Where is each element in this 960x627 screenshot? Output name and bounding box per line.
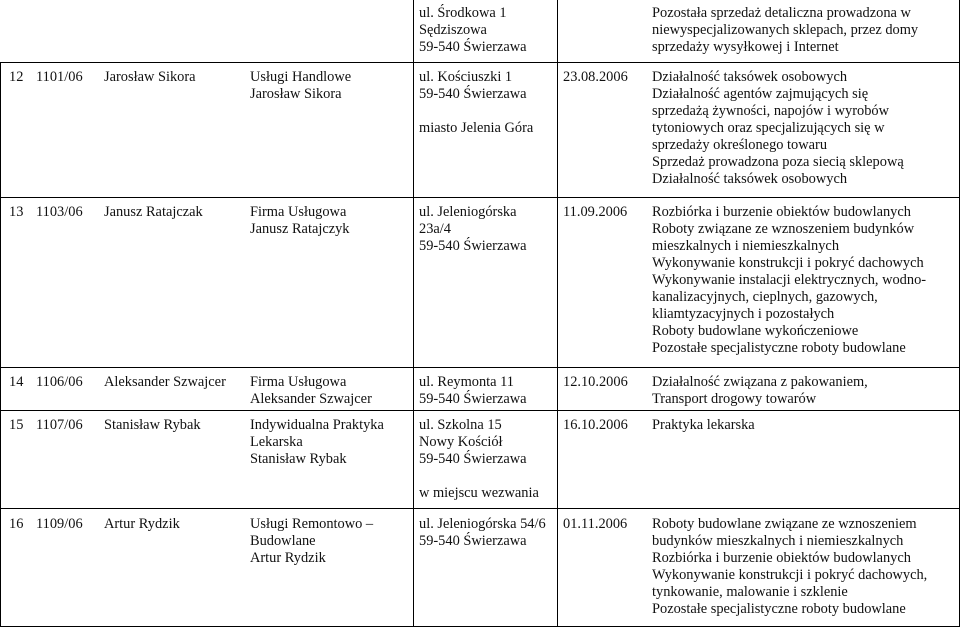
address-cell	[419, 69, 533, 137]
column-divider	[413, 0, 414, 627]
firm-name-cell	[250, 516, 373, 567]
activity-line: Pozostałe specjalistyczne roboty budowlane	[652, 601, 906, 617]
row-number: 13	[9, 204, 24, 220]
activity-line: Transport drogowy towarów	[652, 391, 817, 407]
activity-line: Działalność taksówek osobowych	[652, 171, 848, 187]
owner-name: Janusz Ratajczak	[104, 204, 203, 220]
row-divider	[0, 508, 960, 509]
owner-name: Artur Rydzik	[104, 516, 180, 532]
firm-name-line: Firma Usługowa	[250, 204, 347, 220]
firm-name-line: Usługi Remontowo –	[250, 516, 374, 532]
row-number: 15	[9, 417, 24, 433]
owner-name: Jarosław Sikora	[104, 69, 196, 85]
activity-line: Działalność taksówek osobowych	[652, 69, 848, 85]
activity-line: kanalizacyjnych, cieplnych, gazowych,	[652, 289, 878, 305]
firm-name-line: Stanisław Rybak	[250, 451, 347, 467]
address-cell	[419, 417, 539, 502]
registration-date: 11.09.2006	[563, 204, 628, 220]
address-line: Sędziszowa	[419, 22, 487, 38]
activity-line: Roboty budowlane związane ze wznoszeniem	[652, 516, 917, 532]
row-divider	[0, 197, 960, 198]
activity-line: sprzedażą żywności, napojów i wyrobów	[652, 103, 889, 119]
activity-line: tynkowanie, malowanie i szklenie	[652, 584, 848, 600]
registration-date: 12.10.2006	[563, 374, 628, 390]
activity-line: budynków mieszkalnych i niemieszkalnych	[652, 533, 904, 549]
row-number: 16	[9, 516, 24, 532]
column-divider	[557, 0, 558, 627]
column-divider	[0, 62, 1, 627]
address-line: 59-540 Świerzawa	[419, 451, 527, 467]
firm-name-line: Budowlane	[250, 533, 316, 549]
row-number: 12	[9, 69, 24, 85]
owner-name: Stanisław Rybak	[104, 417, 201, 433]
address-cell	[419, 204, 527, 255]
address-line: ul. Kościuszki 1	[419, 69, 513, 85]
row-divider	[0, 62, 960, 63]
address-line: 59-540 Świerzawa	[419, 39, 527, 55]
activity-line: Wykonywanie instalacji elektrycznych, wodno-	[652, 272, 927, 288]
activity-line: Rozbiórka i burzenie obiektów budowlanych	[652, 550, 911, 566]
row-divider	[0, 410, 960, 411]
activity-cell	[652, 69, 904, 188]
activity-line: Sprzedaż prowadzona poza siecią sklepową	[652, 154, 904, 170]
activity-line: niewyspecjalizowanych sklepach, przez domy	[652, 22, 919, 38]
activity-line: Działalność związana z pakowaniem,	[652, 374, 868, 390]
row-divider	[0, 367, 960, 368]
registration-number: 1107/06	[36, 417, 83, 433]
activity-line: mieszkalnych i niemieszkalnych	[652, 238, 840, 254]
activity-line: Praktyka lekarska	[652, 417, 755, 433]
firm-name-cell	[250, 417, 384, 468]
activity-cell	[652, 204, 926, 357]
activity-line: Pozostała sprzedaż detaliczna prowadzona w	[652, 5, 911, 21]
registration-number: 1109/06	[36, 516, 83, 532]
activity-cell	[652, 5, 918, 56]
activity-line: Roboty budowlane wykończeniowe	[652, 323, 859, 339]
registration-date: 01.11.2006	[563, 516, 628, 532]
firm-name-cell	[250, 204, 350, 238]
activity-line: Pozostałe specjalistyczne roboty budowlane	[652, 340, 906, 356]
activity-line: Roboty związane ze wznoszeniem budynków	[652, 221, 915, 237]
firm-name-line: Janusz Ratajczyk	[250, 221, 350, 237]
address-line: ul. Jeleniogórska 54/6	[419, 516, 546, 532]
address-line: ul. Jeleniogórska	[419, 204, 517, 220]
address-line	[419, 468, 539, 485]
address-line: ul. Reymonta 11	[419, 374, 514, 390]
row-number: 14	[9, 374, 24, 390]
firm-name-line: Firma Usługowa	[250, 374, 347, 390]
firm-name-line: Jarosław Sikora	[250, 86, 342, 102]
registration-date: 23.08.2006	[563, 69, 628, 85]
firm-name-line: Usługi Handlowe	[250, 69, 352, 85]
firm-name-cell	[250, 374, 372, 408]
firm-name-line: Lekarska	[250, 434, 303, 450]
activity-cell	[652, 374, 868, 408]
activity-cell	[652, 516, 927, 618]
address-cell	[419, 516, 546, 550]
address-line: 59-540 Świerzawa	[419, 86, 527, 102]
address-cell	[419, 5, 527, 56]
address-line: miasto Jelenia Góra	[419, 120, 534, 136]
activity-line: Rozbiórka i burzenie obiektów budowlanych	[652, 204, 911, 220]
address-line: 59-540 Świerzawa	[419, 391, 527, 407]
firm-name-line: Aleksander Szwajcer	[250, 391, 372, 407]
address-line: 23a/4	[419, 221, 451, 237]
activity-cell	[652, 417, 755, 434]
firm-name-line: Indywidualna Praktyka	[250, 417, 384, 433]
activity-line: sprzedaży wysyłkowej i Internet	[652, 39, 839, 55]
firm-name-line: Artur Rydzik	[250, 550, 326, 566]
registration-number: 1101/06	[36, 69, 83, 85]
address-line: ul. Środkowa 1	[419, 5, 507, 21]
address-line: Nowy Kościół	[419, 434, 503, 450]
activity-line: tytoniowych oraz specjalizujących się w	[652, 120, 885, 136]
registration-number: 1103/06	[36, 204, 83, 220]
firm-name-cell	[250, 69, 351, 103]
activity-line: Działalność agentów zajmujących się	[652, 86, 869, 102]
address-line: 59-540 Świerzawa	[419, 238, 527, 254]
activity-line: kliamtyzacyjnych i pozostałych	[652, 306, 835, 322]
owner-name: Aleksander Szwajcer	[104, 374, 226, 390]
address-line	[419, 103, 533, 120]
address-line: ul. Szkolna 15	[419, 417, 502, 433]
activity-line: sprzedaży określonego towaru	[652, 137, 828, 153]
activity-line: Wykonywanie konstrukcji i pokryć dachowych,	[652, 567, 928, 583]
activity-line: Wykonywanie konstrukcji i pokryć dachowych	[652, 255, 924, 271]
address-line: 59-540 Świerzawa	[419, 533, 527, 549]
registration-number: 1106/06	[36, 374, 83, 390]
address-cell	[419, 374, 527, 408]
address-line: w miejscu wezwania	[419, 485, 539, 501]
registration-date: 16.10.2006	[563, 417, 628, 433]
